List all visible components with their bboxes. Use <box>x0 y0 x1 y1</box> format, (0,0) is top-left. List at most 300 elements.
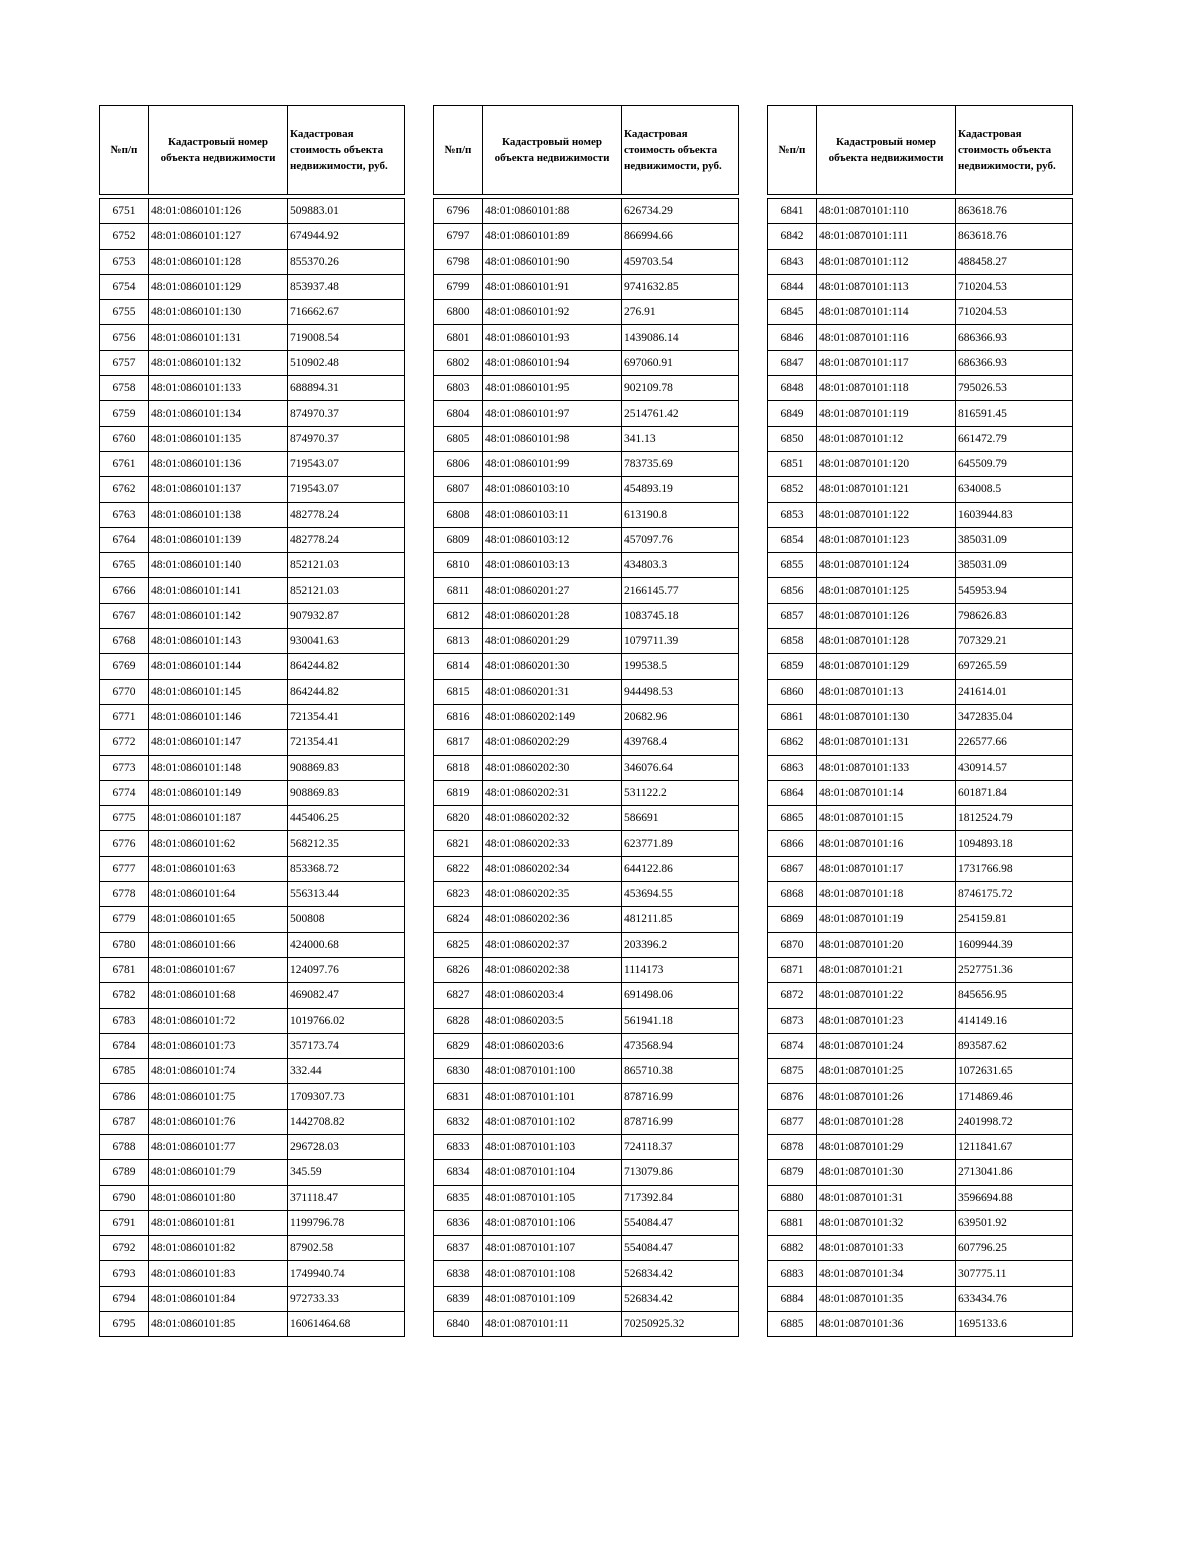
table-row <box>768 654 1073 679</box>
row-number: 6780 <box>100 932 149 957</box>
row-number: 6814 <box>434 654 483 679</box>
table-row <box>100 983 405 1008</box>
cadastral-number: 48:01:0860202:31 <box>483 780 622 805</box>
cadastral-value: 3472835.04 <box>956 704 1073 729</box>
cadastral-value: 1749940.74 <box>288 1261 405 1286</box>
table-row <box>434 578 739 603</box>
row-number: 6878 <box>768 1134 817 1159</box>
cadastral-value: 454893.19 <box>622 477 739 502</box>
cadastral-number: 48:01:0870101:131 <box>817 730 956 755</box>
cadastral-number: 48:01:0860101:129 <box>149 274 288 299</box>
cadastral-number: 48:01:0860103:12 <box>483 527 622 552</box>
cadastral-number: 48:01:0870101:24 <box>817 1033 956 1058</box>
cadastral-number: 48:01:0870101:108 <box>483 1261 622 1286</box>
row-number: 6773 <box>100 755 149 780</box>
row-number: 6808 <box>434 502 483 527</box>
cadastral-number: 48:01:0870101:130 <box>817 704 956 729</box>
row-number: 6832 <box>434 1109 483 1134</box>
cadastral-number: 48:01:0870101:12 <box>817 426 956 451</box>
cadastral-number: 48:01:0870101:15 <box>817 806 956 831</box>
row-number: 6799 <box>434 274 483 299</box>
row-number: 6813 <box>434 629 483 654</box>
row-number: 6775 <box>100 806 149 831</box>
table-row <box>768 629 1073 654</box>
row-number: 6756 <box>100 325 149 350</box>
cadastral-number: 48:01:0860101:133 <box>149 376 288 401</box>
cadastral-number: 48:01:0860202:34 <box>483 856 622 881</box>
cadastral-number: 48:01:0860101:141 <box>149 578 288 603</box>
cadastral-value: 686366.93 <box>956 350 1073 375</box>
row-number: 6851 <box>768 451 817 476</box>
table-row <box>434 831 739 856</box>
table-row <box>768 780 1073 805</box>
table-row <box>768 1185 1073 1210</box>
row-number: 6864 <box>768 780 817 805</box>
table-row <box>434 1084 739 1109</box>
table-row <box>434 401 739 426</box>
cadastral-value: 1072631.65 <box>956 1059 1073 1084</box>
row-number: 6820 <box>434 806 483 831</box>
header-cadastral-value: Кадастровая стоимость объекта недвижимости, руб. <box>622 106 739 195</box>
cadastral-value: 1731766.98 <box>956 856 1073 881</box>
table-row <box>768 527 1073 552</box>
cadastral-number: 48:01:0860201:27 <box>483 578 622 603</box>
cadastral-value: 371118.47 <box>288 1185 405 1210</box>
row-number: 6853 <box>768 502 817 527</box>
table-row <box>768 1236 1073 1261</box>
table-row <box>768 1033 1073 1058</box>
cadastral-value: 1709307.73 <box>288 1084 405 1109</box>
table-row <box>768 578 1073 603</box>
table-row <box>434 679 739 704</box>
cadastral-value: 783735.69 <box>622 451 739 476</box>
cadastral-number: 48:01:0860101:93 <box>483 325 622 350</box>
cadastral-value: 357173.74 <box>288 1033 405 1058</box>
row-number: 6854 <box>768 527 817 552</box>
cadastral-number: 48:01:0870101:20 <box>817 932 956 957</box>
cadastral-value: 721354.41 <box>288 730 405 755</box>
cadastral-number: 48:01:0870101:26 <box>817 1084 956 1109</box>
cadastral-value: 424000.68 <box>288 932 405 957</box>
table-row <box>768 907 1073 932</box>
table-row <box>768 199 1073 224</box>
cadastral-value: 307775.11 <box>956 1261 1073 1286</box>
table-row <box>434 1312 739 1337</box>
cadastral-value: 613190.8 <box>622 502 739 527</box>
table-row <box>100 451 405 476</box>
row-number: 6781 <box>100 957 149 982</box>
cadastral-value: 16061464.68 <box>288 1312 405 1337</box>
row-number: 6883 <box>768 1261 817 1286</box>
cadastral-number: 48:01:0860202:37 <box>483 932 622 957</box>
table-row <box>434 477 739 502</box>
row-number: 6880 <box>768 1185 817 1210</box>
cadastral-value: 1199796.78 <box>288 1210 405 1235</box>
cadastral-value: 864244.82 <box>288 679 405 704</box>
row-number: 6753 <box>100 249 149 274</box>
cadastral-number: 48:01:0860101:88 <box>483 199 622 224</box>
cadastral-number: 48:01:0860101:136 <box>149 451 288 476</box>
row-number: 6806 <box>434 451 483 476</box>
row-number: 6842 <box>768 224 817 249</box>
row-number: 6868 <box>768 882 817 907</box>
cadastral-value: 8746175.72 <box>956 882 1073 907</box>
cadastral-value: 645509.79 <box>956 451 1073 476</box>
table-row <box>434 325 739 350</box>
cadastral-value: 893587.62 <box>956 1033 1073 1058</box>
cadastral-value: 469082.47 <box>288 983 405 1008</box>
cadastral-number: 48:01:0870101:32 <box>817 1210 956 1235</box>
cadastral-value: 500808 <box>288 907 405 932</box>
cadastral-value: 717392.84 <box>622 1185 739 1210</box>
cadastral-number: 48:01:0860103:13 <box>483 553 622 578</box>
row-number: 6834 <box>434 1160 483 1185</box>
cadastral-number: 48:01:0870101:14 <box>817 780 956 805</box>
cadastral-value: 719543.07 <box>288 451 405 476</box>
cadastral-value: 855370.26 <box>288 249 405 274</box>
row-number: 6807 <box>434 477 483 502</box>
cadastral-number: 48:01:0870101:105 <box>483 1185 622 1210</box>
table-row <box>434 1109 739 1134</box>
cadastral-value: 385031.09 <box>956 553 1073 578</box>
header-number: №п/п <box>100 106 149 195</box>
cadastral-value: 633434.76 <box>956 1286 1073 1311</box>
row-number: 6819 <box>434 780 483 805</box>
cadastral-value: 2401998.72 <box>956 1109 1073 1134</box>
cadastral-value: 241614.01 <box>956 679 1073 704</box>
cadastral-value: 199538.5 <box>622 654 739 679</box>
row-number: 6861 <box>768 704 817 729</box>
cadastral-number: 48:01:0870101:25 <box>817 1059 956 1084</box>
row-number: 6751 <box>100 199 149 224</box>
row-number: 6881 <box>768 1210 817 1235</box>
table-row <box>100 274 405 299</box>
cadastral-number: 48:01:0860101:94 <box>483 350 622 375</box>
cadastral-number: 48:01:0870101:133 <box>817 755 956 780</box>
cadastral-value: 1609944.39 <box>956 932 1073 957</box>
cadastral-number: 48:01:0860101:137 <box>149 477 288 502</box>
row-number: 6837 <box>434 1236 483 1261</box>
table-row <box>768 1261 1073 1286</box>
row-number: 6761 <box>100 451 149 476</box>
cadastral-number: 48:01:0870101:36 <box>817 1312 956 1337</box>
row-number: 6778 <box>100 882 149 907</box>
cadastral-number: 48:01:0860101:72 <box>149 1008 288 1033</box>
table-row <box>434 376 739 401</box>
cadastral-value: 721354.41 <box>288 704 405 729</box>
cadastral-value: 1439086.14 <box>622 325 739 350</box>
cadastral-number: 48:01:0860101:77 <box>149 1134 288 1159</box>
cadastral-value: 639501.92 <box>956 1210 1073 1235</box>
row-number: 6768 <box>100 629 149 654</box>
table-row <box>768 249 1073 274</box>
cadastral-number: 48:01:0860101:63 <box>149 856 288 881</box>
table-row <box>100 1236 405 1261</box>
cadastral-value: 473568.94 <box>622 1033 739 1058</box>
row-number: 6783 <box>100 1008 149 1033</box>
table-row <box>434 1033 739 1058</box>
table-row <box>768 1059 1073 1084</box>
cadastral-value: 623771.89 <box>622 831 739 856</box>
header-cadastral-value: Кадастровая стоимость объекта недвижимости, руб. <box>956 106 1073 195</box>
row-number: 6844 <box>768 274 817 299</box>
table-row <box>100 730 405 755</box>
row-number: 6838 <box>434 1261 483 1286</box>
cadastral-value: 332.44 <box>288 1059 405 1084</box>
cadastral-number: 48:01:0870101:114 <box>817 300 956 325</box>
cadastral-value: 2713041.86 <box>956 1160 1073 1185</box>
cadastral-number: 48:01:0860201:30 <box>483 654 622 679</box>
table-row <box>768 224 1073 249</box>
table-row <box>768 957 1073 982</box>
table-row <box>434 704 739 729</box>
cadastral-value: 864244.82 <box>288 654 405 679</box>
table-row <box>768 1134 1073 1159</box>
table-row <box>768 1286 1073 1311</box>
table-row <box>100 882 405 907</box>
row-number: 6875 <box>768 1059 817 1084</box>
table-row <box>768 300 1073 325</box>
cadastral-value: 845656.95 <box>956 983 1073 1008</box>
row-number: 6827 <box>434 983 483 1008</box>
table-row <box>434 780 739 805</box>
row-number: 6831 <box>434 1084 483 1109</box>
cadastral-number: 48:01:0860101:134 <box>149 401 288 426</box>
cadastral-number: 48:01:0860101:62 <box>149 831 288 856</box>
row-number: 6873 <box>768 1008 817 1033</box>
cadastral-number: 48:01:0860203:5 <box>483 1008 622 1033</box>
row-number: 6811 <box>434 578 483 603</box>
cadastral-number: 48:01:0860101:79 <box>149 1160 288 1185</box>
table-row <box>100 831 405 856</box>
table-row <box>768 477 1073 502</box>
cadastral-value: 865710.38 <box>622 1059 739 1084</box>
cadastral-value: 87902.58 <box>288 1236 405 1261</box>
cadastral-value: 561941.18 <box>622 1008 739 1033</box>
table-row <box>768 1008 1073 1033</box>
cadastral-number: 48:01:0860101:65 <box>149 907 288 932</box>
row-number: 6790 <box>100 1185 149 1210</box>
cadastral-value: 852121.03 <box>288 553 405 578</box>
row-number: 6776 <box>100 831 149 856</box>
row-number: 6771 <box>100 704 149 729</box>
cadastral-number: 48:01:0860202:30 <box>483 755 622 780</box>
row-number: 6859 <box>768 654 817 679</box>
table-row <box>434 755 739 780</box>
cadastral-number: 48:01:0870101:110 <box>817 199 956 224</box>
cadastral-number: 48:01:0860103:10 <box>483 477 622 502</box>
cadastral-value: 601871.84 <box>956 780 1073 805</box>
table-row <box>434 1008 739 1033</box>
cadastral-number: 48:01:0860101:135 <box>149 426 288 451</box>
cadastral-value: 1083745.18 <box>622 603 739 628</box>
row-number: 6876 <box>768 1084 817 1109</box>
row-number: 6860 <box>768 679 817 704</box>
cadastral-number: 48:01:0860101:149 <box>149 780 288 805</box>
table-row <box>100 1286 405 1311</box>
cadastral-number: 48:01:0870101:129 <box>817 654 956 679</box>
table-row <box>768 1312 1073 1337</box>
cadastral-number: 48:01:0860103:11 <box>483 502 622 527</box>
cadastral-value: 482778.24 <box>288 502 405 527</box>
cadastral-number: 48:01:0870101:11 <box>483 1312 622 1337</box>
row-number: 6787 <box>100 1109 149 1134</box>
cadastral-number: 48:01:0860101:92 <box>483 300 622 325</box>
cadastral-value: 526834.42 <box>622 1261 739 1286</box>
table-row <box>434 199 739 224</box>
row-number: 6774 <box>100 780 149 805</box>
cadastral-value: 688894.31 <box>288 376 405 401</box>
cadastral-value: 3596694.88 <box>956 1185 1073 1210</box>
row-number: 6846 <box>768 325 817 350</box>
cadastral-number: 48:01:0870101:124 <box>817 553 956 578</box>
row-number: 6855 <box>768 553 817 578</box>
cadastral-value: 1442708.82 <box>288 1109 405 1134</box>
row-number: 6762 <box>100 477 149 502</box>
row-number: 6760 <box>100 426 149 451</box>
table-row <box>100 477 405 502</box>
cadastral-number: 48:01:0870101:117 <box>817 350 956 375</box>
row-number: 6789 <box>100 1160 149 1185</box>
cadastral-number: 48:01:0870101:33 <box>817 1236 956 1261</box>
cadastral-number: 48:01:0860101:95 <box>483 376 622 401</box>
cadastral-number: 48:01:0870101:107 <box>483 1236 622 1261</box>
cadastral-value: 716662.67 <box>288 300 405 325</box>
cadastral-value: 661472.79 <box>956 426 1073 451</box>
cadastral-value: 341.13 <box>622 426 739 451</box>
cadastral-table-2 <box>433 105 739 1337</box>
row-number: 6772 <box>100 730 149 755</box>
table-row <box>434 1236 739 1261</box>
cadastral-value: 434803.3 <box>622 553 739 578</box>
cadastral-value: 1695133.6 <box>956 1312 1073 1337</box>
cadastral-number: 48:01:0870101:23 <box>817 1008 956 1033</box>
cadastral-value: 586691 <box>622 806 739 831</box>
cadastral-value: 866994.66 <box>622 224 739 249</box>
table-row <box>768 502 1073 527</box>
row-number: 6793 <box>100 1261 149 1286</box>
cadastral-number: 48:01:0860101:68 <box>149 983 288 1008</box>
row-number: 6788 <box>100 1134 149 1159</box>
cadastral-number: 48:01:0870101:100 <box>483 1059 622 1084</box>
table-row <box>768 983 1073 1008</box>
row-number: 6833 <box>434 1134 483 1159</box>
cadastral-value: 346076.64 <box>622 755 739 780</box>
cadastral-value: 445406.25 <box>288 806 405 831</box>
cadastral-value: 853937.48 <box>288 274 405 299</box>
cadastral-value: 345.59 <box>288 1160 405 1185</box>
table-row <box>100 1160 405 1185</box>
row-number: 6828 <box>434 1008 483 1033</box>
cadastral-value: 124097.76 <box>288 957 405 982</box>
row-number: 6755 <box>100 300 149 325</box>
cadastral-number: 48:01:0870101:101 <box>483 1084 622 1109</box>
cadastral-number: 48:01:0860101:85 <box>149 1312 288 1337</box>
cadastral-number: 48:01:0860202:29 <box>483 730 622 755</box>
table-row <box>434 907 739 932</box>
header-row <box>434 106 739 195</box>
cadastral-number: 48:01:0870101:34 <box>817 1261 956 1286</box>
table-row <box>768 376 1073 401</box>
row-number: 6798 <box>434 249 483 274</box>
cadastral-number: 48:01:0860101:127 <box>149 224 288 249</box>
row-number: 6800 <box>434 300 483 325</box>
row-number: 6801 <box>434 325 483 350</box>
cadastral-number: 48:01:0860101:130 <box>149 300 288 325</box>
cadastral-value: 795026.53 <box>956 376 1073 401</box>
table-row <box>100 1185 405 1210</box>
row-number: 6779 <box>100 907 149 932</box>
cadastral-number: 48:01:0860101:91 <box>483 274 622 299</box>
table-row <box>768 755 1073 780</box>
row-number: 6835 <box>434 1185 483 1210</box>
row-number: 6884 <box>768 1286 817 1311</box>
table-row <box>100 325 405 350</box>
table-row <box>434 629 739 654</box>
cadastral-value: 944498.53 <box>622 679 739 704</box>
table-row <box>768 831 1073 856</box>
table-row <box>100 1008 405 1033</box>
table-row <box>434 1059 739 1084</box>
cadastral-value: 1019766.02 <box>288 1008 405 1033</box>
cadastral-number: 48:01:0870101:102 <box>483 1109 622 1134</box>
row-number: 6797 <box>434 224 483 249</box>
table-row <box>434 1160 739 1185</box>
cadastral-number: 48:01:0870101:22 <box>817 983 956 1008</box>
cadastral-value: 2527751.36 <box>956 957 1073 982</box>
cadastral-value: 852121.03 <box>288 578 405 603</box>
table-row <box>100 426 405 451</box>
table-row <box>434 856 739 881</box>
cadastral-number: 48:01:0860101:131 <box>149 325 288 350</box>
cadastral-value: 686366.93 <box>956 325 1073 350</box>
table-row <box>768 451 1073 476</box>
cadastral-value: 874970.37 <box>288 401 405 426</box>
cadastral-value: 226577.66 <box>956 730 1073 755</box>
cadastral-value: 863618.76 <box>956 224 1073 249</box>
table-row <box>100 1059 405 1084</box>
table-row <box>100 527 405 552</box>
cadastral-number: 48:01:0860101:138 <box>149 502 288 527</box>
cadastral-value: 554084.47 <box>622 1210 739 1235</box>
row-number: 6818 <box>434 755 483 780</box>
cadastral-number: 48:01:0860101:145 <box>149 679 288 704</box>
table-row <box>100 249 405 274</box>
row-number: 6763 <box>100 502 149 527</box>
cadastral-value: 459703.54 <box>622 249 739 274</box>
cadastral-value: 531122.2 <box>622 780 739 805</box>
cadastral-number: 48:01:0860101:140 <box>149 553 288 578</box>
row-number: 6764 <box>100 527 149 552</box>
cadastral-number: 48:01:0870101:128 <box>817 629 956 654</box>
cadastral-number: 48:01:0870101:21 <box>817 957 956 982</box>
row-number: 6812 <box>434 603 483 628</box>
cadastral-value: 439768.4 <box>622 730 739 755</box>
table-row <box>100 1084 405 1109</box>
row-number: 6845 <box>768 300 817 325</box>
row-number: 6841 <box>768 199 817 224</box>
table-row <box>434 932 739 957</box>
cadastral-number: 48:01:0860101:84 <box>149 1286 288 1311</box>
cadastral-number: 48:01:0870101:17 <box>817 856 956 881</box>
cadastral-number: 48:01:0860101:143 <box>149 629 288 654</box>
table-row <box>100 1261 405 1286</box>
table-row <box>100 578 405 603</box>
table-row <box>100 679 405 704</box>
row-number: 6823 <box>434 882 483 907</box>
cadastral-value: 510902.48 <box>288 350 405 375</box>
cadastral-number: 48:01:0860101:146 <box>149 704 288 729</box>
